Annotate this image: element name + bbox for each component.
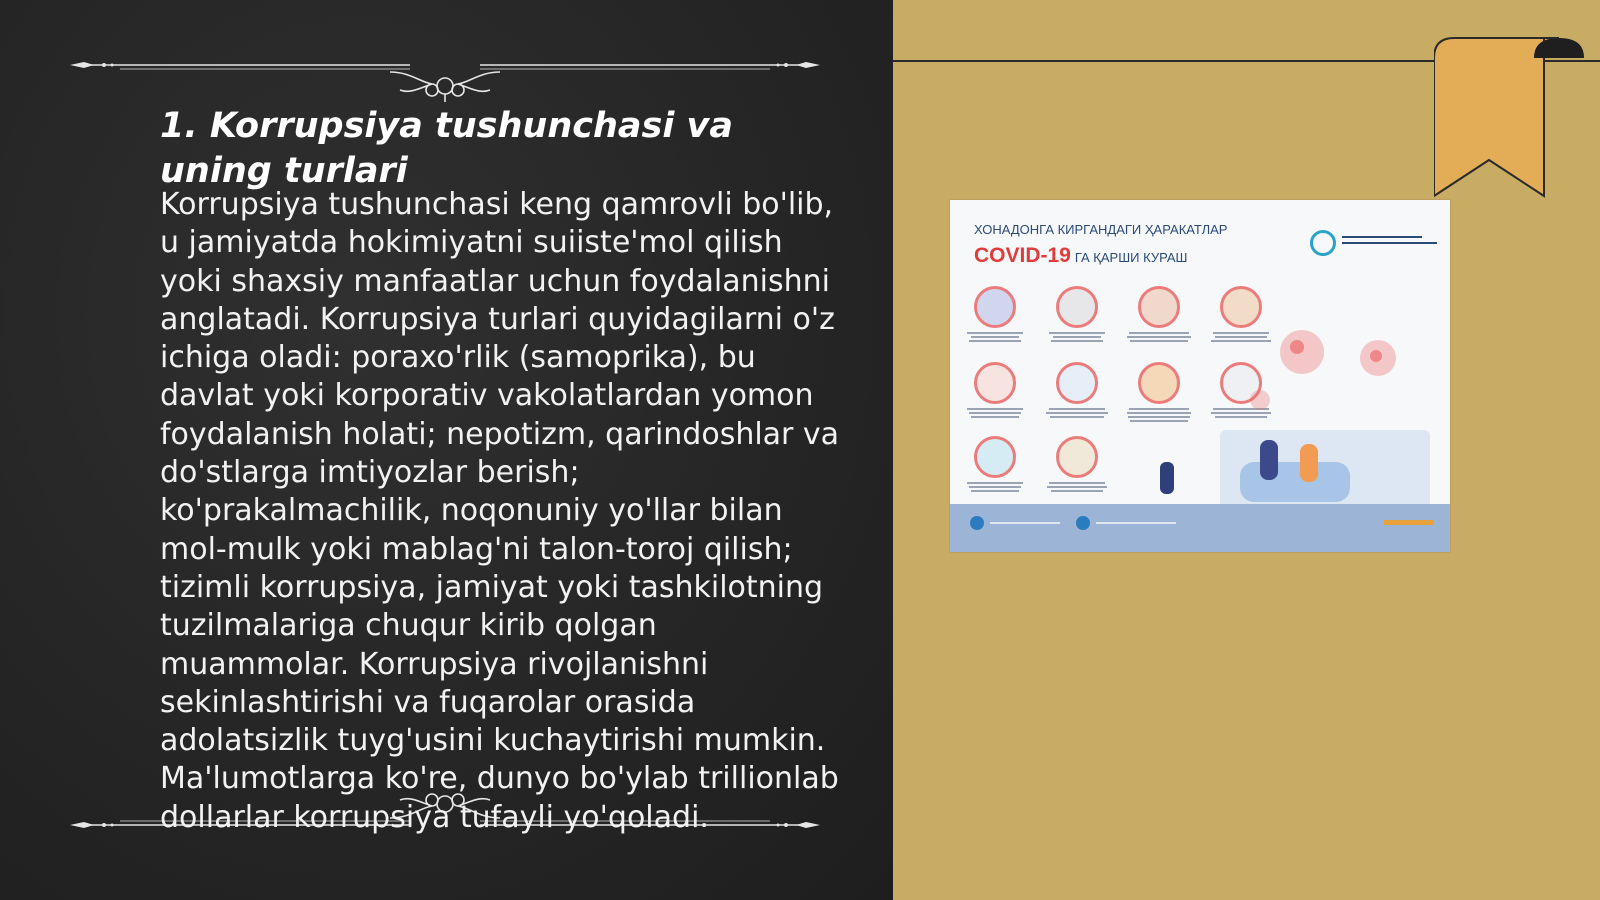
infographic-step-3 (1124, 286, 1194, 344)
organization-logo-icon (1310, 230, 1336, 256)
sanitizer-icon (1056, 362, 1098, 404)
infographic-step-2 (1042, 286, 1112, 344)
sofa-illustration (1240, 462, 1350, 502)
virus-spatter (1370, 350, 1382, 362)
slide-body-text: Korrupsiya tushunchasi keng qamrovli bo'lib, u jamiyatda hokimiyatni suiiste'mol qilish yoki shaxsiy manfaatlar uchun foydalanishni anglatadi. Korrupsiya turlari quyidagilarni o'z ichiga oladi: poraxo'rlik (samoprika), bu davlat yoki korporativ vakolatlardan yomon foydalanish holati; nepotizm, qarindoshlar va do'stlarga imtiyozlar berish; ko'prakalmachilik, noqonuniy yo'llar bilan mol-mulk yoki mablag'ni talon-toroj qilish; tizimli korrupsiya, jamiyat yoki tashkilotning tuzilmalariga chuqur kirib qolgan muammolar. Korrupsiya rivojlanishni sekinlashtirishi va fuqarolar orasida adolatsizlik tuyg'usini kuchaytirishi mumkin. Ma'lumotlarga ko're, dunyo bo'ylab trillionlab dollarlar korrupsiya tufayli yo'qoladi. (160, 187, 840, 835)
disinfection-icon (1056, 436, 1098, 478)
infographic-footer (950, 504, 1450, 552)
telegram-icon (970, 516, 984, 530)
shoe-icon (1056, 286, 1098, 328)
bag-icon (1138, 286, 1180, 328)
hand-wash-icon (974, 362, 1016, 404)
infographic-step-4 (1206, 286, 1276, 344)
cleaning-icon (1138, 362, 1180, 404)
telegram-icon (1076, 516, 1090, 530)
covid-infographic (950, 200, 1450, 552)
infographic-step-7 (1124, 362, 1194, 424)
footer-text-line (990, 522, 1060, 524)
footer-badge (1384, 520, 1434, 525)
person-illustration (1260, 440, 1278, 480)
box-icon (1220, 286, 1262, 328)
slide-title: 1. Korrupsiya tushunchasi va uning turlari (160, 106, 733, 191)
virus-spatter (1280, 330, 1324, 374)
footer-text-line (1096, 522, 1176, 524)
virus-spatter (1250, 390, 1270, 410)
virus-spatter (1290, 340, 1304, 354)
infographic-step-5 (960, 362, 1030, 420)
person-illustration (1300, 444, 1318, 482)
bookmark-ribbon-icon (1434, 36, 1600, 200)
organization-logo-text (1342, 234, 1442, 248)
infographic-step-1 (960, 286, 1030, 344)
infographic-step-6 (1042, 362, 1112, 420)
ornament-top-icon (60, 42, 830, 102)
infographic-subheading (974, 244, 1187, 268)
covid-label: COVID-19 (974, 244, 1071, 267)
shower-icon (974, 436, 1016, 478)
infographic-heading: ХОНАДОНГА КИРГАНДАГИ ҲАРАКАТЛАР (974, 222, 1228, 237)
infographic-step-10 (1042, 436, 1112, 494)
infographic-step-9 (960, 436, 1030, 494)
door-icon (974, 286, 1016, 328)
person-illustration (1160, 462, 1174, 494)
covid-suffix: ГА ҚАРШИ КУРАШ (1074, 250, 1188, 265)
